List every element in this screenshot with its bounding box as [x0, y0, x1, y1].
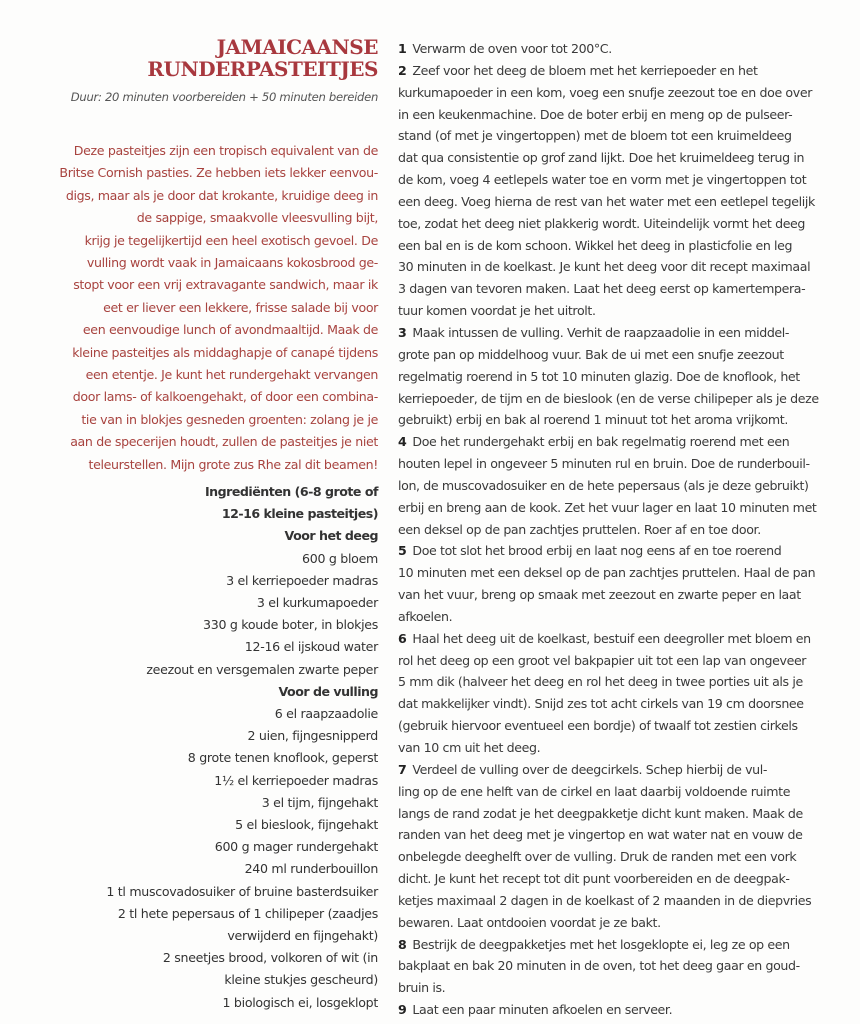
method-step: [398, 431, 838, 540]
ingredient-item: 8 grote tenen knoflook, geperst: [187, 750, 378, 766]
ingredient-item: 2 sneetjes brood, volkoren of wit (in: [162, 950, 378, 966]
ingredient-item: 5 el bieslook, fijngehakt: [235, 817, 378, 833]
method-step: [398, 540, 838, 627]
intro-line: teleurstellen. Mijn grote zus Rhe zal dit beamen!: [88, 456, 378, 472]
method-steps: [398, 38, 838, 1021]
step-number: 3: [398, 324, 407, 340]
step-line: erbij en breng aan de kook. Zet het vuur lager en laat 10 minuten met: [398, 499, 817, 515]
filling-items: [78, 703, 378, 1014]
method-step: [398, 38, 838, 60]
step-line: dicht. Je kunt het recept tot dit punt voorbereiden en de deegpak-: [398, 871, 790, 887]
ingredients-heading: Ingrediënten (6-8 grote of: [204, 484, 378, 499]
step-line: grote pan op middelhoog vuur. Bak de ui met een snufje zeezout: [398, 346, 784, 362]
intro-line: krijg je tegelijkertijd een heel exotisch gevoel. De: [84, 232, 378, 248]
step-line: 7 Verdeel de vulling over de deegcirkels. Schep hierbij de vul-: [398, 761, 768, 777]
step-line: ling op de ene helft van de cirkel en laat daarbij voldoende ruimte: [398, 783, 791, 799]
dough-items: [78, 548, 378, 681]
step-line: een bal en is de kom schoon. Wikkel het deeg in plasticfolie en leg: [398, 237, 793, 253]
ingredient-item: 1 biologisch ei, losgeklopt: [222, 994, 378, 1010]
step-line: 30 minuten in de koelkast. Je kunt het deeg voor dit recept maximaal: [398, 259, 811, 275]
method-step: [398, 628, 838, 759]
step-line: bruin is.: [398, 980, 446, 996]
step-line: 5 Doe tot slot het brood erbij en laat nog eens af en toe roerend: [398, 543, 782, 559]
ingredient-item: 2 uien, fijngesnipperd: [247, 728, 378, 744]
step-line: een deeg. Voeg hierna de rest van het water met een eetlepel tegelijk: [398, 193, 815, 209]
step-line: 4 Doe het rundergehakt erbij en bak regelmatig roerend met een: [398, 434, 790, 450]
step-line: 6 Haal het deeg uit de koelkast, bestuif een deegroller met bloem en: [398, 630, 811, 646]
method-step: [398, 759, 838, 934]
step-line: ketjes maximaal 2 dagen in de koelkast of 2 maanden in de diepvries: [398, 892, 812, 908]
ingredient-item: 600 g mager rundergehakt: [214, 839, 378, 855]
step-line: van 10 cm uit het deeg.: [398, 740, 541, 755]
step-line: 3 Maak intussen de vulling. Verhit de raapzaadolie in een middel-: [398, 324, 790, 340]
step-line: dat makkelijker vindt). Snijd zes tot acht cirkels van 19 cm doorsnee: [398, 696, 804, 712]
step-line: 9 Laat een paar minuten afkoelen en serveer.: [398, 1002, 673, 1018]
method-step: [398, 934, 838, 1000]
step-line: kerriepoeder, de tijm en de bieslook (en de verse chilipeper als je deze: [398, 390, 819, 406]
intro-line: een eenvoudige lunch of avondmaaltijd. Maak de: [82, 322, 378, 338]
step-number: 4: [398, 434, 407, 450]
intro-line: tie van in blokjes gesneden groenten: zolang je je: [81, 411, 378, 427]
ingredient-item: verwijderd en fijngehakt): [227, 928, 378, 944]
ingredients-heading: 12-16 kleine pasteitjes): [221, 506, 378, 522]
step-line: 3 dagen van tevoren maken. Laat het deeg eerst op kamertempera-: [398, 281, 806, 297]
step-line: regelmatig roerend in 5 tot 10 minuten glazig. Doe de knoflook, het: [398, 368, 800, 384]
step-line: lon, de muscovadosuiker en de hete pepersaus (als je deze gebruikt): [398, 477, 809, 493]
ingredient-item: 12-16 el ijskoud water: [244, 639, 378, 655]
method-step: [398, 60, 838, 322]
ingredient-item: zeezout en versgemalen zwarte peper: [146, 661, 378, 677]
step-number: 2: [398, 62, 407, 78]
intro-line: vulling wordt vaak in Jamaicaans kokosbrood ge-: [86, 255, 378, 271]
dough-heading: Voor het deeg: [284, 528, 378, 544]
intro-line: kleine pasteitjes als middaghapje of canapé tijdens: [72, 344, 378, 360]
step-number: 6: [398, 630, 407, 646]
step-number: 9: [398, 1002, 407, 1018]
ingredient-item: 330 g koude boter, in blokjes: [203, 617, 378, 633]
intro-line: aan de specerijen houdt, zullen de pasteitjes je niet: [70, 434, 378, 450]
step-line: de kom, voeg 4 eetlepels water toe en vorm met je vingertoppen tot: [398, 172, 807, 188]
intro-paragraph: [24, 140, 378, 476]
step-line: randen van het deeg met je vingertop en wat water nat en vouw de: [398, 827, 803, 843]
ingredient-item: 6 el raapzaadolie: [274, 706, 378, 722]
ingredient-item: 1 tl muscovadosuiker of bruine basterdsuiker: [106, 883, 378, 899]
step-line: afkoelen.: [398, 608, 453, 624]
step-line: gebruikt) erbij en bak al roerend 1 minuut tot het aroma vrijkomt.: [398, 412, 788, 428]
step-line: 2 Zeef voor het deeg de bloem met het kerriepoeder en het: [398, 62, 758, 78]
step-line: 1 Verwarm de oven voor tot 200°C.: [398, 41, 612, 56]
filling-heading: Voor de vulling: [278, 683, 378, 699]
left-column: [24, 36, 378, 476]
method-step: [398, 322, 838, 431]
ingredient-item: 3 el kerriepoeder madras: [226, 572, 378, 588]
ingredient-item: 3 el tijm, fijngehakt: [261, 794, 378, 810]
step-number: 5: [398, 543, 407, 559]
step-line: in een keukenmachine. Doe de boter erbij en meng op de pulseer-: [398, 106, 793, 122]
step-line: van het vuur, breng op smaak met zeezout en zwarte peper en laat: [398, 587, 801, 603]
step-line: dat qua consistentie op grof zand lijkt. Doe het kruimeldeeg terug in: [398, 150, 805, 166]
ingredient-item: 2 tl hete pepersaus of 1 chilipeper (zaadjes: [117, 905, 378, 921]
step-line: onbelegde deeghelft over de vulling. Druk de randen met een vork: [398, 849, 797, 865]
step-line: 5 mm dik (halveer het deeg en rol het deeg in twee porties uit als je: [398, 674, 803, 690]
step-line: toe, zodat het deeg niet plakkerig wordt. Uiteindelijk vormt het deeg: [398, 215, 806, 231]
step-number: 8: [398, 936, 407, 952]
step-line: een deksel op de pan zachtjes pruttelen. Roer af en toe door.: [398, 521, 761, 537]
method-step: [398, 999, 838, 1021]
step-line: houten lepel in ongeveer 5 minuten rul en bruin. Doe de runderbouil-: [398, 456, 810, 472]
ingredient-item: 1½ el kerriepoeder madras: [214, 772, 378, 788]
recipe-duration: Duur: 20 minuten voorbereiden + 50 minuten bereiden: [70, 90, 378, 104]
ingredient-item: 3 el kurkumapoeder: [256, 595, 378, 611]
intro-line: eet er liever een lekkere, frisse salade bij voor: [103, 299, 378, 315]
step-number: 1: [398, 41, 407, 56]
recipe-title: [24, 36, 378, 80]
intro-line: digs, maar als je door dat krokante, kruidige deeg in: [65, 187, 378, 203]
step-line: rol het deeg op een groot vel bakpapier uit tot een lap van ongeveer: [398, 652, 807, 668]
step-line: tuur komen voordat je het uitrolt.: [398, 303, 596, 319]
step-line: bakplaat en bak 20 minuten in de oven, tot het deeg gaar en goud-: [398, 958, 800, 974]
intro-line: Britse Cornish pasties. Ze hebben iets lekker eenvou-: [59, 165, 378, 181]
ingredient-item: 600 g bloem: [302, 550, 378, 566]
step-line: 8 Bestrijk de deegpakketjes met het losgeklopte ei, leg ze op een: [398, 936, 790, 952]
step-line: (gebruik hiervoor eventueel een bordje) of twaalf tot zestien cirkels: [398, 718, 798, 734]
intro-line: de sappige, smaakvolle vleesvulling bijt,: [136, 210, 378, 226]
step-line: kurkumapoeder in een kom, voeg een snufje zeezout toe en doe over: [398, 84, 812, 100]
step-line: stand (of met je vingertoppen) met de bloem tot een kruimeldeeg: [398, 128, 792, 144]
step-number: 7: [398, 761, 407, 777]
intro-line: door lams- of kalkoengehakt, of door een combina-: [72, 389, 378, 405]
title-line: RUNDERPASTEITJES: [147, 57, 378, 81]
step-line: langs de rand zodat je het deegpakketje dicht kunt maken. Maak de: [398, 805, 803, 821]
step-line: 10 minuten met een deksel op de pan zachtjes pruttelen. Haal de pan: [398, 565, 816, 581]
ingredients-list: [78, 481, 378, 1014]
ingredient-item: 240 ml runderbouillon: [244, 861, 378, 877]
intro-line: stopt voor een vrij extravagante sandwich, maar ik: [73, 277, 378, 293]
intro-line: een etentje. Je kunt het rundergehakt vervangen: [85, 367, 378, 383]
title-line: JAMAICAANSE: [216, 35, 378, 59]
step-line: bewaren. Laat ontdooien voordat je ze bakt.: [398, 914, 661, 930]
intro-line: Deze pasteitjes zijn een tropisch equivalent van de: [73, 143, 378, 158]
ingredient-item: kleine stukjes gescheurd): [224, 972, 378, 988]
